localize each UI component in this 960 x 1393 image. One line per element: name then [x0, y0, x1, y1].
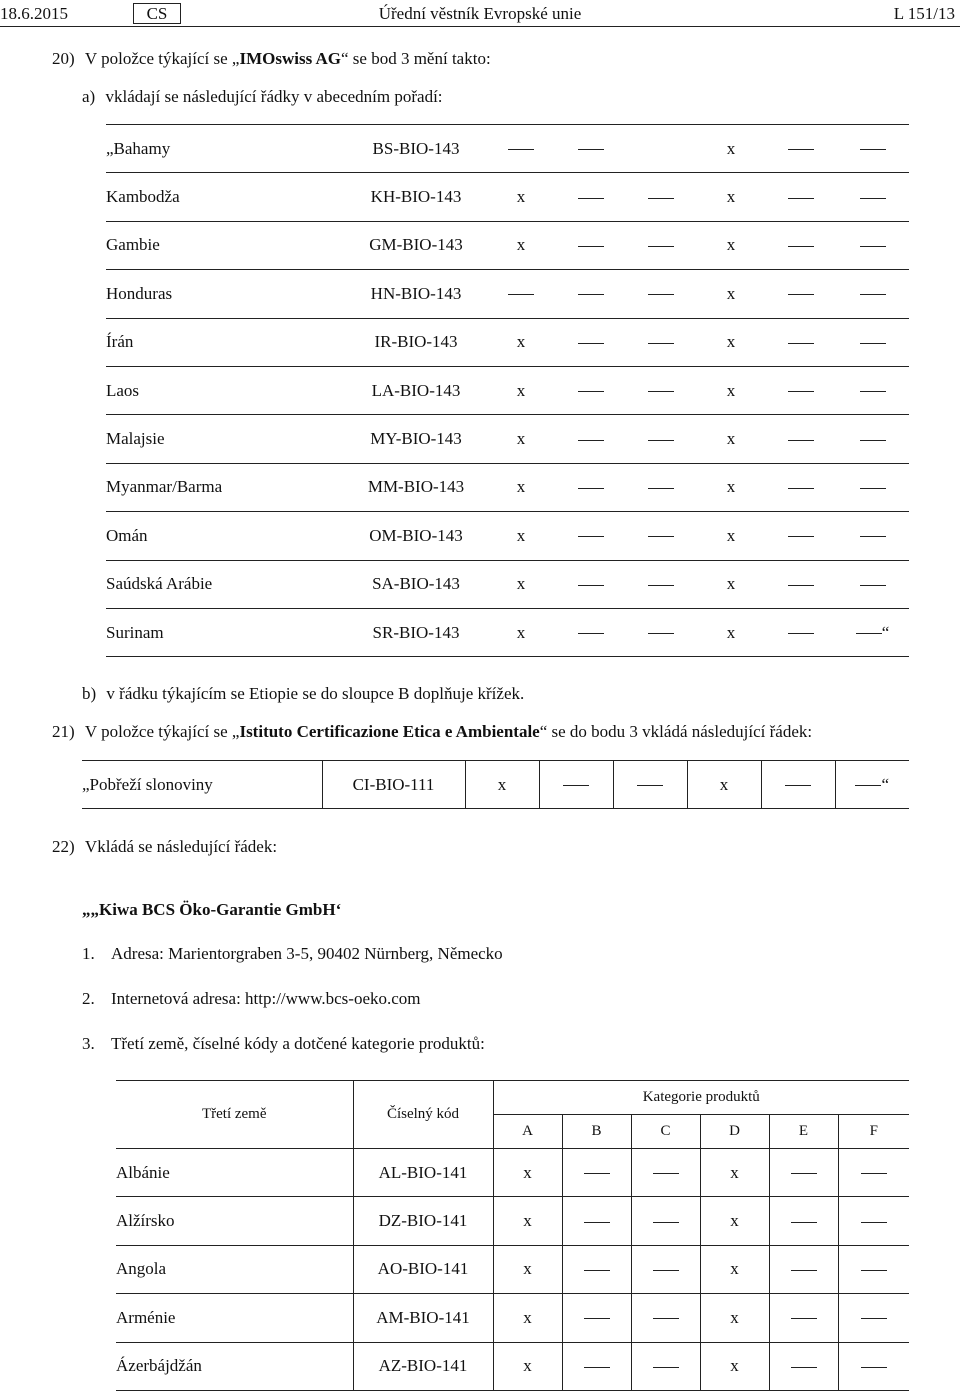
category-cell — [766, 173, 836, 221]
category-cell — [766, 415, 836, 463]
point-2 — [82, 989, 421, 1009]
category-cell — [631, 1197, 700, 1245]
dash-mark — [578, 488, 604, 489]
item-text-pre: V položce týkající se „ — [84, 49, 240, 68]
item-21-table — [82, 760, 909, 809]
category-cell — [556, 318, 626, 366]
category-cell — [836, 221, 909, 269]
category-cell — [626, 366, 696, 414]
dash-mark — [648, 294, 674, 295]
category-cell — [556, 415, 626, 463]
dash-mark — [791, 1318, 817, 1319]
country-cell: „Bahamy — [106, 125, 346, 173]
dash-mark — [563, 785, 589, 786]
category-cell: x — [465, 761, 539, 809]
category-cell: x — [696, 173, 766, 221]
category-letter-header: A — [493, 1115, 562, 1149]
category-cell — [836, 608, 909, 656]
item-number: 20) — [52, 49, 75, 68]
item-text-post: “ se do bodu 3 vkládá následující řádek: — [539, 722, 813, 741]
category-cell — [835, 761, 909, 809]
category-cell — [539, 761, 613, 809]
category-cell — [769, 1245, 838, 1293]
point-number: 1. — [82, 944, 95, 963]
category-cell — [761, 761, 835, 809]
category-cell — [556, 366, 626, 414]
category-cell — [838, 1342, 909, 1390]
category-cell: x — [493, 1245, 562, 1293]
table-row — [106, 512, 909, 560]
dash-mark — [584, 1222, 610, 1223]
dash-mark — [861, 1222, 887, 1223]
dash-mark — [578, 633, 604, 634]
category-cell — [556, 560, 626, 608]
category-cell — [838, 1149, 909, 1197]
category-cell — [562, 1197, 631, 1245]
page-number: L 151/13 — [893, 4, 955, 23]
item-20-table — [106, 124, 909, 657]
category-cell — [838, 1245, 909, 1293]
code-cell: SA-BIO-143 — [346, 560, 486, 608]
country-cell: „Pobřeží slonoviny — [82, 761, 322, 809]
category-cell: x — [486, 560, 556, 608]
country-cell: Ázerbájdžán — [116, 1342, 353, 1390]
dash-mark — [856, 633, 882, 634]
dash-mark — [648, 391, 674, 392]
code-cell: CI-BIO-111 — [322, 761, 465, 809]
dash-mark — [648, 198, 674, 199]
category-cell — [766, 318, 836, 366]
dash-mark — [578, 440, 604, 441]
dash-mark — [648, 440, 674, 441]
table-row — [106, 318, 909, 366]
category-cell — [556, 608, 626, 656]
category-cell: x — [696, 125, 766, 173]
table-row — [106, 463, 909, 511]
category-cell: x — [486, 318, 556, 366]
dash-mark — [508, 294, 534, 295]
country-cell: Malajsie — [106, 415, 346, 463]
dash-mark — [855, 785, 881, 786]
code-cell: LA-BIO-143 — [346, 366, 486, 414]
category-cell — [836, 463, 909, 511]
country-cell: Gambie — [106, 221, 346, 269]
category-cell — [836, 270, 909, 318]
category-cell — [766, 221, 836, 269]
dash-mark — [860, 440, 886, 441]
category-cell — [562, 1342, 631, 1390]
header-rule — [0, 26, 960, 27]
category-cell — [626, 318, 696, 366]
country-cell: Honduras — [106, 270, 346, 318]
entity-name: IMOswiss AG — [239, 49, 341, 68]
dash-mark — [648, 585, 674, 586]
table-row — [116, 1245, 909, 1293]
category-cell: x — [493, 1294, 562, 1342]
category-cell — [769, 1342, 838, 1390]
category-cell — [626, 512, 696, 560]
category-cell — [556, 270, 626, 318]
country-cell: Omán — [106, 512, 346, 560]
dash-mark — [508, 149, 534, 150]
dash-mark — [861, 1318, 887, 1319]
category-letter-header: E — [769, 1115, 838, 1149]
country-cell: Angola — [116, 1245, 353, 1293]
item-22-heading — [52, 837, 277, 857]
category-cell — [613, 761, 687, 809]
code-cell: DZ-BIO-141 — [353, 1197, 493, 1245]
category-cell: x — [486, 415, 556, 463]
dash-mark — [584, 1318, 610, 1319]
dash-mark — [860, 488, 886, 489]
dash-mark — [788, 149, 814, 150]
table-row — [106, 221, 909, 269]
dash-mark — [648, 246, 674, 247]
category-cell — [626, 415, 696, 463]
category-cell — [562, 1245, 631, 1293]
category-cell — [766, 512, 836, 560]
dash-mark — [860, 294, 886, 295]
category-cell — [836, 318, 909, 366]
dash-mark — [578, 391, 604, 392]
table-row — [106, 366, 909, 414]
table-row — [116, 1294, 909, 1342]
category-cell — [631, 1294, 700, 1342]
category-cell — [836, 125, 909, 173]
journal-date: 18.6.2015 — [0, 4, 68, 23]
dash-mark — [860, 343, 886, 344]
country-cell: Alžírsko — [116, 1197, 353, 1245]
website-text: Internetová adresa: http://www.bcs-oeko.com — [111, 989, 421, 1008]
category-cell — [556, 463, 626, 511]
category-cell: x — [700, 1294, 769, 1342]
dash-mark — [584, 1173, 610, 1174]
dash-mark — [791, 1222, 817, 1223]
category-cell — [631, 1245, 700, 1293]
dash-mark — [648, 343, 674, 344]
category-cell: x — [486, 512, 556, 560]
dash-mark — [861, 1173, 887, 1174]
item-text: Vkládá se následující řádek: — [84, 837, 278, 856]
dash-mark — [653, 1222, 679, 1223]
dash-mark — [788, 246, 814, 247]
journal-title: Úřední věstník Evropské unie — [378, 4, 582, 23]
dash-mark — [788, 440, 814, 441]
entity-name: Istituto Certificazione Etica e Ambientale — [239, 722, 540, 741]
item-20-heading — [52, 49, 491, 69]
category-cell: x — [696, 463, 766, 511]
body-title: „„Kiwa BCS Öko-Garantie GmbH‘ — [82, 900, 342, 919]
country-cell: Arménie — [116, 1294, 353, 1342]
category-cell — [626, 463, 696, 511]
category-cell — [626, 560, 696, 608]
closing-quote: “ — [881, 622, 890, 642]
code-cell: AZ-BIO-141 — [353, 1342, 493, 1390]
item-number: 21) — [52, 722, 75, 741]
country-cell: Kambodža — [106, 173, 346, 221]
closing-quote: “ — [881, 774, 890, 794]
category-cell — [626, 173, 696, 221]
dash-mark — [788, 585, 814, 586]
code-cell: BS-BIO-143 — [346, 125, 486, 173]
category-cell — [836, 173, 909, 221]
code-cell: AL-BIO-141 — [353, 1149, 493, 1197]
code-cell: KH-BIO-143 — [346, 173, 486, 221]
category-cell — [626, 221, 696, 269]
code-cell: GM-BIO-143 — [346, 221, 486, 269]
code-cell: OM-BIO-143 — [346, 512, 486, 560]
category-cell — [766, 270, 836, 318]
country-cell: Írán — [106, 318, 346, 366]
category-cell: x — [486, 221, 556, 269]
category-cell: x — [493, 1197, 562, 1245]
dash-mark — [788, 488, 814, 489]
dash-mark — [791, 1270, 817, 1271]
dash-mark — [860, 246, 886, 247]
category-cell: x — [700, 1342, 769, 1390]
dash-mark — [860, 149, 886, 150]
category-cell — [556, 512, 626, 560]
category-cell: x — [700, 1197, 769, 1245]
column-header-country: Třetí země — [116, 1081, 353, 1149]
item-20b — [82, 684, 524, 704]
dash-mark — [788, 536, 814, 537]
dash-mark — [578, 294, 604, 295]
subpoint-label: b) — [82, 684, 97, 703]
code-cell: MY-BIO-143 — [346, 415, 486, 463]
language-badge: CS — [133, 3, 181, 24]
item-20a-heading — [82, 87, 443, 107]
table-row — [106, 560, 909, 608]
category-cell — [631, 1342, 700, 1390]
category-cell: x — [696, 608, 766, 656]
category-letter-header: D — [700, 1115, 769, 1149]
dash-mark — [648, 633, 674, 634]
country-cell: Albánie — [116, 1149, 353, 1197]
table-row — [106, 173, 909, 221]
dash-mark — [584, 1270, 610, 1271]
dash-mark — [860, 391, 886, 392]
category-cell: x — [687, 761, 761, 809]
category-cell — [631, 1149, 700, 1197]
dash-mark — [578, 198, 604, 199]
table-row — [106, 270, 909, 318]
category-cell: x — [696, 366, 766, 414]
subpoint-label: a) — [82, 87, 96, 106]
point-text: Třetí země, číselné kódy a dotčené kategorie produktů: — [111, 1034, 485, 1053]
category-cell: x — [696, 560, 766, 608]
dash-mark — [653, 1173, 679, 1174]
dash-mark — [861, 1270, 887, 1271]
category-cell: x — [486, 173, 556, 221]
address-text: Adresa: Marientorgraben 3-5, 90402 Nürnberg, Německo — [111, 944, 503, 963]
category-cell — [626, 125, 696, 173]
point-1 — [82, 944, 503, 964]
category-letter-header: C — [631, 1115, 700, 1149]
dash-mark — [578, 343, 604, 344]
category-cell: x — [696, 415, 766, 463]
code-cell: MM-BIO-143 — [346, 463, 486, 511]
item-22-table — [116, 1080, 909, 1391]
category-cell — [486, 270, 556, 318]
item-number: 22) — [52, 837, 75, 856]
column-header-code: Číselný kód — [353, 1081, 493, 1149]
dash-mark — [584, 1367, 610, 1368]
category-cell — [562, 1149, 631, 1197]
table-row — [116, 1197, 909, 1245]
category-cell — [556, 221, 626, 269]
dash-mark — [788, 343, 814, 344]
point-number: 2. — [82, 989, 95, 1008]
table-row — [82, 761, 909, 809]
dash-mark — [653, 1318, 679, 1319]
country-cell: Myanmar/Barma — [106, 463, 346, 511]
category-cell — [766, 608, 836, 656]
category-cell: x — [696, 221, 766, 269]
category-cell — [769, 1197, 838, 1245]
code-cell: IR-BIO-143 — [346, 318, 486, 366]
category-cell: x — [696, 270, 766, 318]
point-number: 3. — [82, 1034, 95, 1053]
category-cell — [836, 512, 909, 560]
code-cell: HN-BIO-143 — [346, 270, 486, 318]
subpoint-text: vkládají se následující řádky v abecedním pořadí: — [105, 87, 443, 106]
point-3 — [82, 1034, 485, 1054]
category-cell — [766, 463, 836, 511]
dash-mark — [861, 1367, 887, 1368]
category-cell — [769, 1294, 838, 1342]
dash-mark — [648, 488, 674, 489]
category-cell — [836, 415, 909, 463]
category-cell: x — [700, 1245, 769, 1293]
category-cell — [556, 125, 626, 173]
dash-mark — [648, 536, 674, 537]
category-cell — [562, 1294, 631, 1342]
dash-mark — [578, 246, 604, 247]
category-cell — [556, 173, 626, 221]
country-cell: Laos — [106, 366, 346, 414]
dash-mark — [578, 585, 604, 586]
item-text-pre: V položce týkající se „ — [84, 722, 240, 741]
category-cell: x — [486, 463, 556, 511]
category-cell — [838, 1197, 909, 1245]
dash-mark — [788, 294, 814, 295]
category-letter-header: B — [562, 1115, 631, 1149]
table-row — [116, 1342, 909, 1390]
dash-mark — [578, 536, 604, 537]
category-cell — [766, 560, 836, 608]
country-cell: Saúdská Arábie — [106, 560, 346, 608]
category-cell: x — [700, 1149, 769, 1197]
category-cell: x — [486, 366, 556, 414]
category-cell — [769, 1149, 838, 1197]
dash-mark — [791, 1173, 817, 1174]
table-row — [106, 125, 909, 173]
dash-mark — [860, 198, 886, 199]
dash-mark — [788, 198, 814, 199]
code-cell: SR-BIO-143 — [346, 608, 486, 656]
dash-mark — [653, 1367, 679, 1368]
dash-mark — [785, 785, 811, 786]
category-cell — [626, 608, 696, 656]
dash-mark — [578, 149, 604, 150]
table-row — [116, 1149, 909, 1197]
category-cell: x — [696, 512, 766, 560]
category-cell: x — [493, 1342, 562, 1390]
category-cell: x — [493, 1149, 562, 1197]
dash-mark — [791, 1367, 817, 1368]
subpoint-text: v řádku týkajícím se Etiopie se do sloupce B doplňuje křížek. — [106, 684, 525, 703]
table-row — [106, 608, 909, 656]
dash-mark — [637, 785, 663, 786]
item-21-heading — [52, 722, 812, 742]
category-cell — [836, 366, 909, 414]
dash-mark — [860, 585, 886, 586]
dash-mark — [788, 391, 814, 392]
category-cell: x — [696, 318, 766, 366]
category-cell: x — [486, 608, 556, 656]
category-cell — [486, 125, 556, 173]
category-letter-header: F — [838, 1115, 909, 1149]
category-cell — [766, 125, 836, 173]
category-cell — [766, 366, 836, 414]
dash-mark — [788, 633, 814, 634]
category-cell — [836, 560, 909, 608]
item-text-post: “ se bod 3 mění takto: — [341, 49, 491, 68]
column-header-categories: Kategorie produktů — [493, 1081, 909, 1115]
code-cell: AO-BIO-141 — [353, 1245, 493, 1293]
dash-mark — [653, 1270, 679, 1271]
table-row — [106, 415, 909, 463]
category-cell — [626, 270, 696, 318]
country-cell: Surinam — [106, 608, 346, 656]
category-cell — [838, 1294, 909, 1342]
code-cell: AM-BIO-141 — [353, 1294, 493, 1342]
dash-mark — [860, 536, 886, 537]
